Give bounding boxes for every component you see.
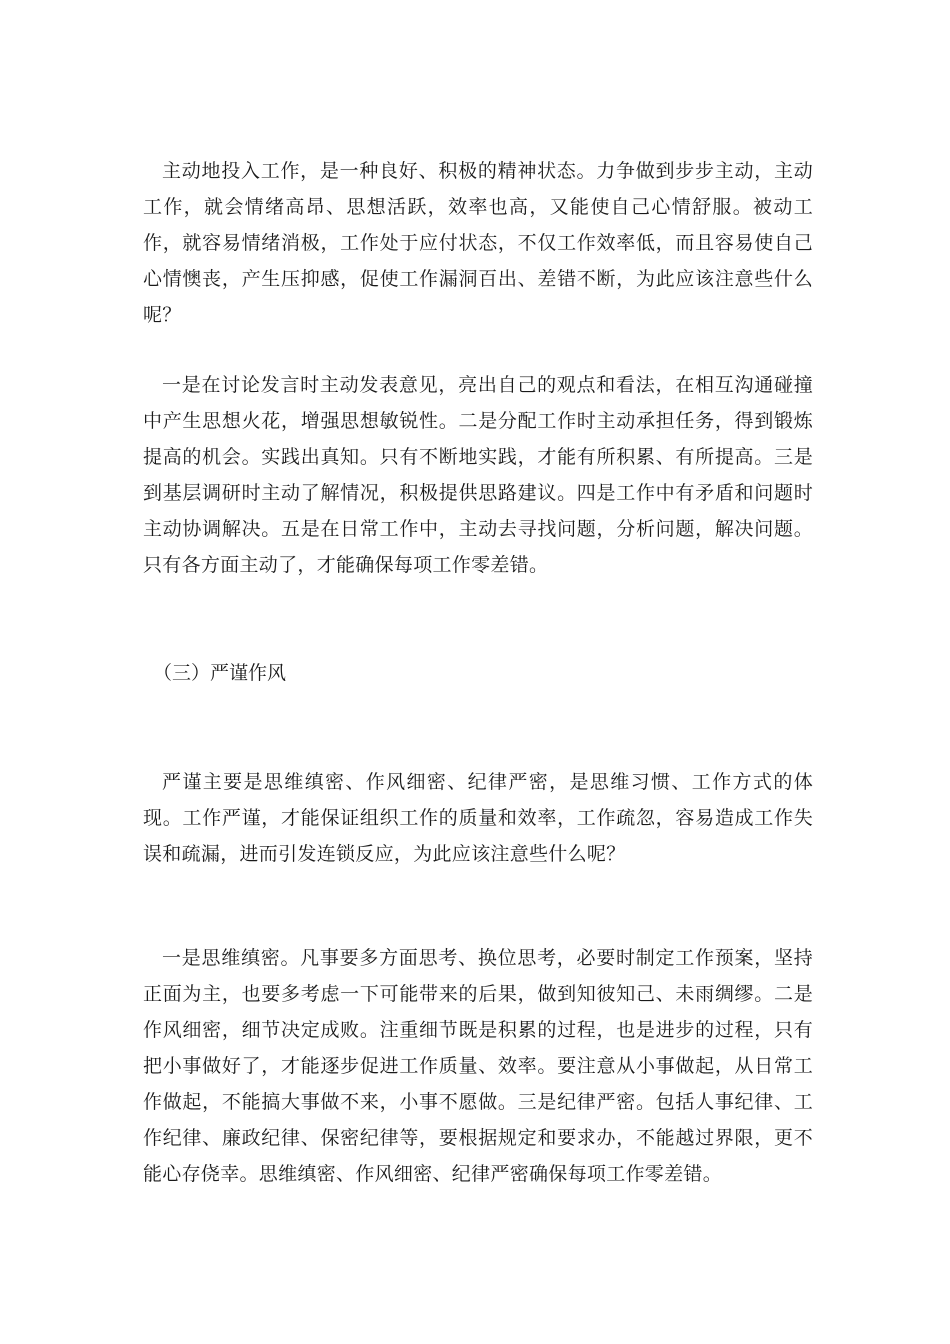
section-heading: （三）严谨作风: [153, 662, 287, 684]
paragraph-proactive-measures: 一是在讨论发言时主动发表意见，亮出自己的观点和看法，在相互沟通碰撞中产生思想火花，增强思想敏锐性。二是分配工作时主动承担任务，得到锻炼提高的机会。实践出真知。只有不断地实践，才能有所积累、有所提高。三是到基层调研时主动了解情况，积极提供思路建议。四是工作中有矛盾和问题时主动协调解决。五是在日常工作中，主动去寻找问题，分析问题，解决问题。只有各方面主动了，才能确保每项工作零差错。: [143, 374, 813, 576]
paragraph-rigorous-style: 严谨主要是思维缜密、作风细密、纪律严密，是思维习惯、工作方式的体现。工作严谨，才能保证组织工作的质量和效率，工作疏忽，容易造成工作失误和疏漏，进而引发连锁反应，为此应该注意些什么呢？: [143, 771, 813, 865]
paragraph-proactive-work: 主动地投入工作，是一种良好、积极的精神状态。力争做到步步主动，主动工作，就会情绪高昂、思想活跃，效率也高，又能使自己心情舒服。被动工作，就容易情绪消极，工作处于应付状态，不仅工作效率低，而且容易使自己心情懊丧，产生压抑感，促使工作漏洞百出、差错不断，为此应该注意些什么呢？: [143, 160, 813, 326]
paragraph-rigorous-measures: 一是思维缜密。凡事要多方面思考、换位思考，必要时制定工作预案，坚持正面为主，也要多考虑一下可能带来的后果，做到知彼知己、未雨绸缪。二是作风细密，细节决定成败。注重细节既是积累的过程，也是进步的过程，只有把小事做好了，才能逐步促进工作质量、效率。要注意从小事做起，从日常工作做起，不能搞大事做不来，小事不愿做。三是纪律严密。包括人事纪律、工作纪律、廉政纪律、保密纪律等，要根据规定和要求办，不能越过界限，更不能心存侥幸。思维缜密、作风细密、纪律严密确保每项工作零差错。: [143, 947, 813, 1185]
